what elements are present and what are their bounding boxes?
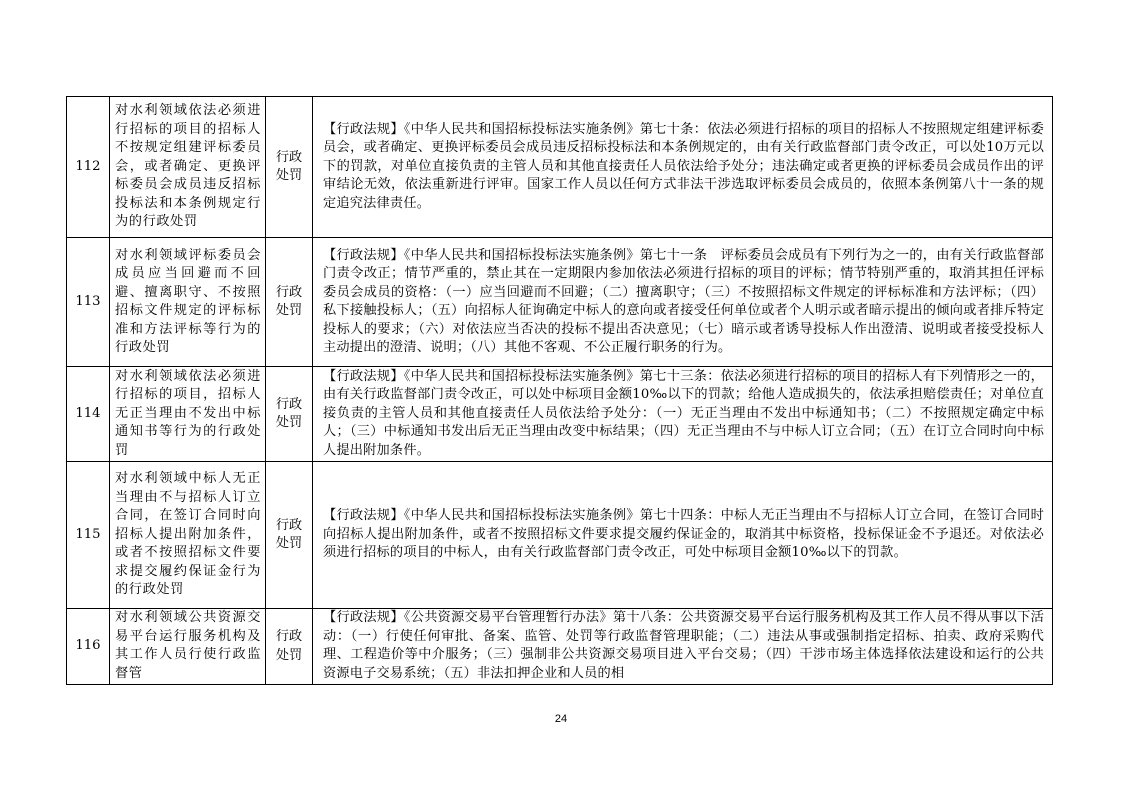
table-row <box>67 609 1053 685</box>
row-number: 112 <box>67 97 110 238</box>
item-type-line2: 处罚 <box>275 415 303 430</box>
item-name: 对水利领域依法必须进行招标的项目，招标人无正当理由不发出中标通知书等行为的行政处罚 <box>110 367 266 462</box>
item-name: 对水利领域评标委员会成员应当回避而不回避、擅离职守、不按照招标文件规定的评标标准和方法评标等行为的行政处罚 <box>110 238 266 367</box>
page-number: 24 <box>554 713 568 725</box>
penalty-table <box>66 96 1053 685</box>
legal-basis: 【行政法规】《中华人民共和国招标投标法实施条例》第七十三条：依法必须进行招标的项目的招标人有下列情形之一的，由有关行政监督部门责令改正，可以处中标项目金额10‰以下的罚款；给他人造成损失的，依法承担赔偿责任；对单位直接负责的主管人员和其他直接责任人员依法给予处分：（一）无正当理由不发出中标通知书；（二）不按照规定确定中标人；（三）中标通知书发出后无正当理由改变中标结果；（四）无正当理由不与中标人订立合同；（五）在订立合同时向中标人提出附加条件。 <box>313 367 1053 462</box>
table-row <box>67 367 1053 462</box>
row-number: 114 <box>67 367 110 462</box>
row-number: 116 <box>67 609 110 685</box>
item-name: 对水利领域中标人无正当理由不与招标人订立合同，在签订合同时向招标人提出附加条件，或者不按照招标文件要求提交履约保证金行为的行政处罚 <box>110 462 266 609</box>
item-type-line1: 行政 <box>275 149 303 165</box>
item-type-line2: 处罚 <box>275 168 303 183</box>
legal-basis: 【行政法规】《中华人民共和国招标投标法实施条例》第七十条：依法必须进行招标的项目的招标人不按照规定组建评标委员会，或者确定、更换评标委员会成员违反招标投标法和本条例规定的，由有关行政监督部门责令改正，可以处10万元以下的罚款，对单位直接负责的主管人员和其他直接责任人员依法给予处分；违法确定或者更换的评标委员会成员作出的评审结论无效，依法重新进行评审。国家工作人员以任何方式非法干涉选取评标委员会成员的，依照本条例第八十一条的规定追究法律责任。 <box>313 97 1053 238</box>
row-number: 113 <box>67 238 110 367</box>
item-type <box>266 462 313 609</box>
table-row <box>67 97 1053 238</box>
item-type <box>266 367 313 462</box>
item-type-line2: 处罚 <box>275 536 303 551</box>
item-type <box>266 238 313 367</box>
item-type-line1: 行政 <box>275 629 303 644</box>
legal-basis: 【行政法规】《公共资源交易平台管理暂行办法》第十八条：公共资源交易平台运行服务机构及其工作人员不得从事以下活动：（一）行使任何审批、备案、监管、处罚等行政监督管理职能；（二）违法从事或强制指定招标、拍卖、政府采购代理、工程造价等中介服务；（三）强制非公共资源交易项目进入平台交易；（四）干涉市场主体选择依法建设和运行的公共资源电子交易系统；（五）非法扣押企业和人员的相 <box>313 609 1053 685</box>
item-type-line1: 行政 <box>275 396 303 412</box>
legal-basis: 【行政法规】《中华人民共和国招标投标法实施条例》第七十四条：中标人无正当理由不与招标人订立合同，在签订合同时向招标人提出附加条件，或者不按照招标文件要求提交履约保证金的，取消其中标资格，投标保证金不予退还。对依法必须进行招标的项目的中标人，由有关行政监督部门责令改正，可处中标项目金额10‰以下的罚款。 <box>313 462 1053 609</box>
item-type <box>266 609 313 685</box>
table-row <box>67 238 1053 367</box>
table-row <box>67 462 1053 609</box>
item-type <box>266 97 313 238</box>
item-type-line1: 行政 <box>275 517 303 533</box>
item-type-line1: 行政 <box>275 284 303 300</box>
row-number: 115 <box>67 462 110 609</box>
item-type-line2: 处罚 <box>275 647 303 663</box>
item-name: 对水利领域依法必须进行招标的项目的招标人不按规定组建评标委员会，或者确定、更换评标委员会成员违反招标投标法和本条例规定行为的行政处罚 <box>110 97 266 238</box>
item-name: 对水利领域公共资源交易平台运行服务机构及其工作人员行使行政监督管 <box>110 609 266 685</box>
legal-basis: 【行政法规】《中华人民共和国招标投标法实施条例》第七十一条 评标委员会成员有下列行为之一的，由有关行政监督部门责令改正；情节严重的，禁止其在一定期限内参加依法必须进行招标的项目的评标；情节特别严重的，取消其担任评标委员会成员的资格：（一）应当回避而不回避；（二）擅离职守；（三）不按照招标文件规定的评标标准和方法评标；（四）私下接触投标人；（五）向招标人征询确定中标人的意向或者接受任何单位或者个人明示或者暗示提出的倾向或者排斥特定投标人的要求；（六）对依法应当否决的投标不提出否决意见；（七）暗示或者诱导投标人作出澄清、说明或者接受投标人主动提出的澄清、说明；（八）其他不客观、不公正履行职务的行为。 <box>313 238 1053 367</box>
item-type-line2: 处罚 <box>275 303 303 318</box>
